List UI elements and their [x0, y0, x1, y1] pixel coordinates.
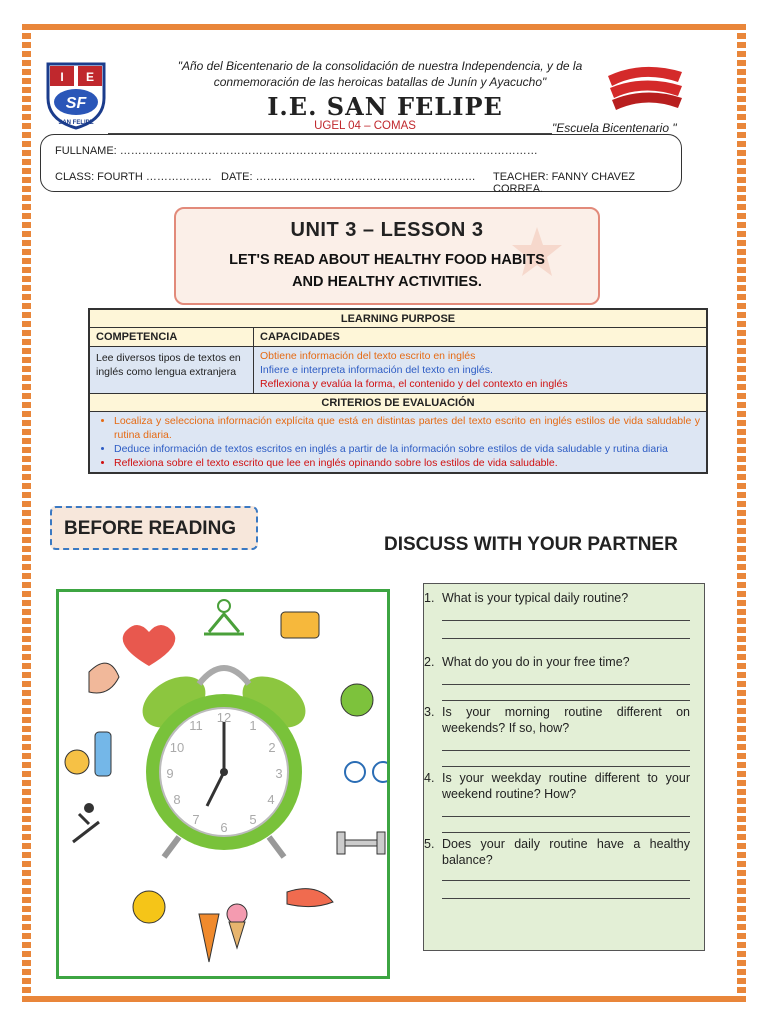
lesson-subtitle-line-1: LET'S READ ABOUT HEALTHY FOOD HABITS [229, 252, 545, 268]
svg-text:11: 11 [189, 718, 203, 733]
fullname-field[interactable]: FULLNAME: …………………………………………………………………………………………………… [55, 145, 538, 157]
question-text: Is your morning routine different on weekends? If so, how? [442, 705, 690, 735]
criterio-item: • Localiza y selecciona información explícita que está en distintas partes del texto escrito en inglés estilos de vida saludable y rutina diaria. [114, 414, 700, 442]
svg-text:9: 9 [166, 766, 174, 781]
lesson-subtitle [176, 249, 598, 293]
bed-icon [281, 612, 319, 638]
answer-line[interactable] [442, 880, 690, 881]
svg-text:10: 10 [169, 740, 185, 755]
capacidad-item: Reflexiona y evalúa la forma, el contenido y del contexto en inglés [260, 378, 568, 390]
meditation-icon [204, 600, 244, 634]
svg-text:1: 1 [249, 718, 257, 733]
learning-purpose-heading: LEARNING PURPOSE [90, 310, 706, 328]
routine-clock-illustration [56, 589, 390, 979]
logo-name: SAN FELIPE [58, 120, 94, 126]
heart-icon [123, 625, 176, 666]
treadmill-icon [73, 803, 99, 842]
svg-text:5: 5 [249, 812, 257, 827]
answer-line[interactable] [442, 700, 690, 701]
teacher-label: TEACHER: FANNY CHAVEZ CORREA. [493, 171, 636, 195]
capacidad-item: Obtiene información del texto escrito en inglés [260, 350, 476, 362]
answer-line[interactable] [442, 816, 690, 817]
carrot-icon [199, 914, 219, 962]
dumbbell-icon [337, 832, 385, 854]
question-number: 5. [424, 837, 435, 851]
answer-line[interactable] [442, 684, 690, 685]
capacidades-header: CAPACIDADES [260, 331, 340, 343]
question-text: Is your weekday routine different to your weekend routine? How? [442, 771, 690, 801]
apple-icon [341, 684, 373, 716]
sneaker-icon [287, 889, 333, 907]
answer-line[interactable] [442, 750, 690, 751]
before-reading-label: BEFORE READING [64, 518, 237, 539]
lesson-subtitle-line-2: AND HEALTHY ACTIVITIES. [292, 274, 482, 290]
svg-text:3: 3 [275, 766, 283, 781]
logo-letter-i: I [60, 70, 64, 84]
logo-letters-sf: SF [65, 95, 87, 112]
criterio-item: • Reflexiona sobre el texto escrito que lee en inglés opinando sobre los estilos de vida saludable. [114, 456, 700, 470]
svg-text:8: 8 [173, 792, 181, 807]
competencia-text: Lee diversos tipos de textos en inglés como lengua extranjera [90, 347, 254, 393]
logo-letter-e: E [85, 70, 95, 84]
quote-line-1: "Año del Bicentenario de la consolidación de nuestra Independencia, y de la [177, 59, 583, 73]
answer-line[interactable] [442, 898, 690, 899]
criterios-list [90, 412, 706, 472]
muscle-icon [89, 663, 119, 693]
answer-line[interactable] [442, 620, 690, 621]
student-info-box [40, 134, 682, 195]
question-number: 1. [424, 591, 435, 605]
school-logo [40, 58, 112, 130]
criterio-item: • Deduce información de textos escritos en inglés a partir de la información sobre estilos de vida saludable y rutina diaria [114, 442, 700, 456]
lesson-title: UNIT 3 – LESSON 3 [290, 219, 484, 241]
stopwatch-icon [65, 750, 89, 774]
svg-text:6: 6 [220, 820, 228, 835]
clock-scene [59, 592, 387, 976]
ice-cream-icon [227, 904, 247, 948]
question-text: What do you do in your free time? [442, 655, 630, 669]
lesson-banner [174, 207, 600, 305]
table-header-row [90, 328, 706, 347]
measuring-tape-icon [133, 891, 165, 923]
discuss-heading: DISCUSS WITH YOUR PARTNER [384, 534, 678, 555]
water-bottle-icon [95, 732, 111, 776]
escuela-bicentenario-label: "Escuela Bicentenario " [552, 121, 677, 135]
answer-line[interactable] [442, 638, 690, 639]
svg-text:2: 2 [268, 740, 276, 755]
capacidad-item: Infiere e interpreta información del texto en inglés. [260, 364, 493, 376]
discussion-questions-box [423, 583, 705, 951]
answer-line[interactable] [442, 832, 690, 833]
class-field[interactable]: CLASS: FOURTH ……………… [55, 171, 212, 183]
svg-text:7: 7 [192, 812, 200, 827]
date-field[interactable]: DATE: …………………………………………………… [221, 171, 476, 183]
quote-line-2: conmemoración de las heroicas batallas de Junín y Ayacucho" [213, 75, 547, 89]
question-number: 3. [424, 705, 435, 719]
before-reading-label-box [50, 506, 258, 550]
learning-purpose-table [88, 308, 708, 474]
bicycle-icon [345, 762, 387, 782]
question-text: Does your daily routine have a healthy balance? [442, 837, 690, 867]
criterios-heading: CRITERIOS DE EVALUACIÓN [90, 394, 706, 412]
question-number: 2. [424, 655, 435, 669]
answer-line[interactable] [442, 766, 690, 767]
school-title: I.E. SAN FELIPE [267, 92, 503, 121]
table-row [90, 347, 706, 394]
question-number: 4. [424, 771, 435, 785]
bicentennial-quote [120, 58, 640, 90]
svg-text:4: 4 [267, 792, 275, 807]
question-text: What is your typical daily routine? [442, 591, 629, 605]
competencia-header: COMPETENCIA [90, 328, 254, 346]
ugel-label: UGEL 04 – COMAS [314, 120, 416, 132]
capacidades-list [254, 347, 706, 393]
svg-text:12: 12 [216, 710, 232, 725]
